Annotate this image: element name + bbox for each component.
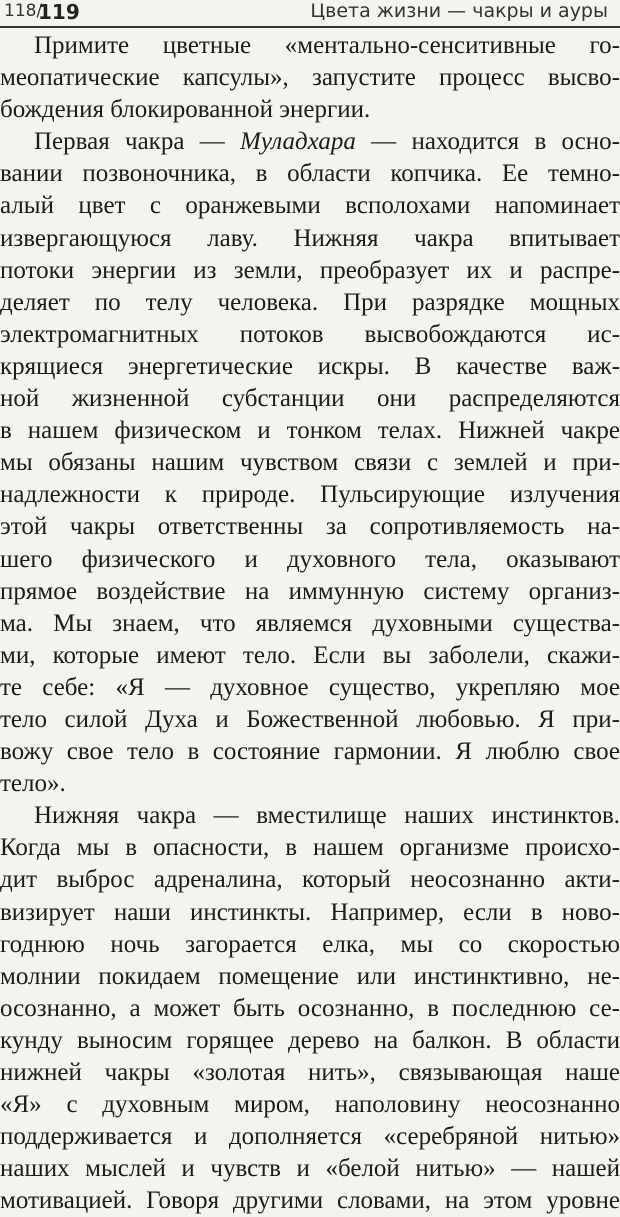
text-line: наших мыслей и чувств и «белой нитью» — нашей — [0, 1155, 620, 1183]
text-line: Примите цветные «ментально-сенситивные го- — [34, 32, 620, 59]
text-line: в нашем физическом и тонком телах. Нижней чакре — [0, 417, 620, 445]
text-run: — находится в осно- — [355, 128, 620, 156]
running-title: Цвета жизни — чакры и ауры — [310, 0, 608, 22]
running-header — [0, 0, 620, 26]
text-line: годнюю ночь загорается елка, мы со скоростью — [0, 930, 620, 958]
text-line: меопатические капсулы», запустите процесс высво- — [0, 64, 620, 92]
text-line: шего физического и духовного тела, оказывают — [0, 545, 620, 573]
text-line: извергающуюся лаву. Нижняя чакра впитывает — [0, 224, 620, 252]
text-line: надлежности к природе. Пульсирующие излучения — [0, 481, 620, 509]
text-line: ми, которые имеют тело. Если вы заболели, скажи- — [0, 641, 620, 669]
text-line: дит выброс адреналина, который неосознанно акти- — [0, 866, 620, 894]
text-line: прямое воздействие на иммунную систему организ- — [0, 577, 620, 605]
text-line: нижней чакры «золотая нить», связывающая наше — [0, 1059, 620, 1086]
text-line: Когда мы в опасности, в нашем организме происхо- — [0, 834, 620, 862]
text-line: этой чакры ответственны за сопротивляемость на- — [0, 513, 620, 541]
text-line: ма. Мы знаем, что являемся духовными существа- — [0, 609, 620, 637]
text-run: Первая чакра — — [34, 128, 240, 156]
header-rule — [0, 26, 620, 28]
text-line: мотивацией. Говоря другими словами, на этом уровне — [0, 1187, 620, 1215]
text-line: вании позвоночника, в области копчика. Ее темно- — [0, 160, 620, 188]
text-line: деляет по телу человека. При разрядке мощных — [0, 288, 620, 316]
term-muladhara: Муладхара — [240, 128, 356, 156]
text-line: алый цвет с оранжевыми всполохами напоминает — [0, 192, 620, 220]
text-line: визирует наши инстинкты. Например, если в ново- — [0, 898, 620, 926]
page-number-right: 119 — [38, 0, 80, 24]
text-line: осознанно, а может быть осознанно, в последнюю се- — [0, 994, 620, 1022]
text-line: кунду выносим горящее дерево на балкон. В области — [0, 1026, 620, 1054]
text-line: вожу свое тело в состояние гармонии. Я люблю свое — [0, 738, 620, 766]
text-line: тело силой Духа и Божественной любовью. Я при- — [0, 705, 620, 733]
text-line: поддерживается и дополняется «серебряной нитью» — [0, 1123, 620, 1151]
text-line-muladhara — [0, 126, 620, 158]
body-text — [0, 30, 620, 1217]
text-line: Нижняя чакра — вместилище наших инстинктов. — [34, 802, 620, 830]
text-line: мы обязаны нашим чувством связи с землей и при- — [0, 449, 620, 477]
text-line: потоки энергии из земли, преобразует их и распре- — [0, 256, 620, 284]
text-line: тело». — [0, 770, 66, 798]
text-line: электромагнитных потоков высвобождаются ис- — [0, 320, 620, 348]
text-line: те себе: «Я — духовное существо, укрепляю мое — [0, 673, 620, 701]
text-line: ной жизненной субстанции они распределяются — [0, 385, 620, 413]
text-line: «Я» с духовным миром, наполовину неосознанно — [0, 1091, 620, 1119]
text-line: молнии покидаем помещение или инстинктивно, не- — [0, 962, 620, 990]
page-number-left: 118/ — [4, 1, 43, 21]
text-line: бождения блокированной энергии. — [0, 96, 371, 124]
text-line: крящиеся энергетические искры. В качестве важ- — [0, 352, 620, 380]
